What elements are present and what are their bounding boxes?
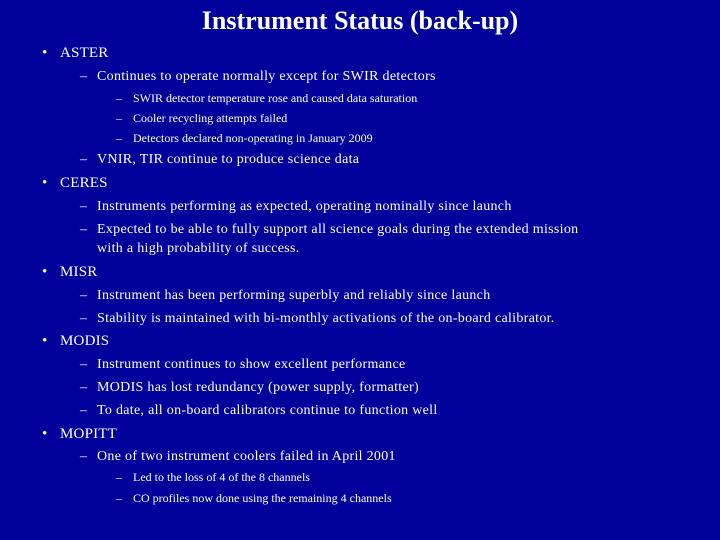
list-item: Expected to be able to fully support all science goals during the extended mission [97,222,579,237]
dash-icon: – [80,403,88,418]
dash-icon: – [116,470,122,484]
list-item: Instrument continues to show excellent performance [97,357,406,372]
slide-title: Instrument Status (back-up) [201,6,519,35]
sub-list-item: Detectors declared non-operating in January 2009 [133,131,373,145]
dash-icon: – [116,91,122,105]
list-item: One of two instrument coolers failed in April 2001 [97,449,396,464]
list-item: Instruments performing as expected, operating nominally since launch [97,199,512,214]
sub-list-item: Cooler recycling attempts failed [133,111,288,125]
section-heading-modis: MODIS [60,333,110,349]
list-item: To date, all on-board calibrators continue to function well [97,403,438,418]
dash-icon: – [80,199,88,214]
list-item: VNIR, TIR continue to produce science data [97,152,360,167]
bullet-icon: • [42,175,48,191]
sub-list-item: SWIR detector temperature rose and caused data saturation [133,91,418,105]
list-item: MODIS has lost redundancy (power supply, formatter) [97,380,419,395]
section-heading-ceres: CERES [60,175,108,191]
dash-icon: – [80,311,88,326]
section-heading-misr: MISR [60,264,98,280]
dash-icon: – [80,288,88,303]
dash-icon: – [80,380,88,395]
dash-icon: – [116,491,122,505]
dash-icon: – [80,449,88,464]
list-item-continuation: with a high probability of success. [97,241,300,256]
dash-icon: – [116,131,122,145]
dash-icon: – [80,357,88,372]
bullet-icon: • [42,426,48,442]
dash-icon: – [80,222,88,237]
list-item: Instrument has been performing superbly and reliably since launch [97,288,491,303]
bullet-icon: • [42,264,48,280]
bullet-icon: • [42,333,48,349]
dash-icon: – [80,69,88,84]
dash-icon: – [116,111,122,125]
section-heading-aster: ASTER [60,45,109,61]
bullet-icon: • [42,45,48,61]
list-item: Stability is maintained with bi-monthly activations of the on-board calibrator. [97,311,555,326]
section-heading-mopitt: MOPITT [60,426,118,442]
list-item: Continues to operate normally except for SWIR detectors [97,69,436,84]
sub-list-item: Led to the loss of 4 of the 8 channels [133,470,310,484]
dash-icon: – [80,152,88,167]
sub-list-item: CO profiles now done using the remaining 4 channels [133,491,392,505]
